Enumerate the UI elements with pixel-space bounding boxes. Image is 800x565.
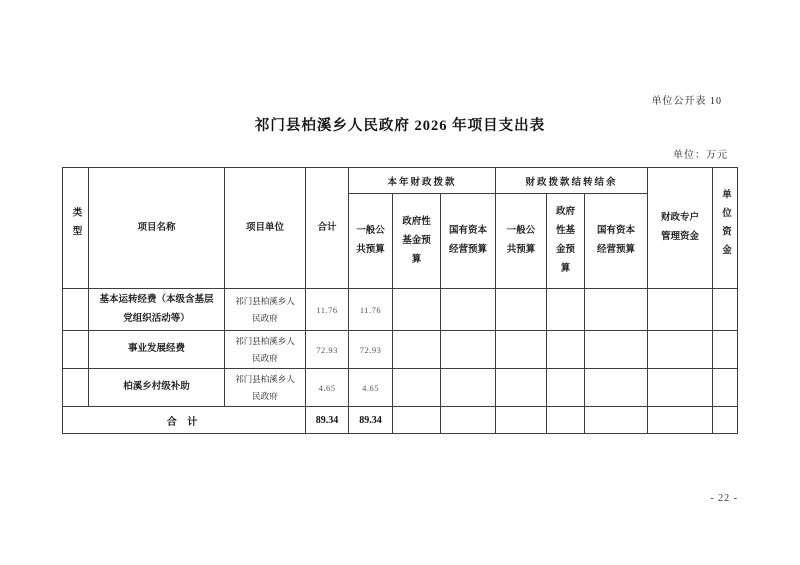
cell-carry-gov-fund (547, 289, 585, 331)
header-type-label: 类型 (70, 207, 81, 244)
cell-total: 72.93 (306, 331, 349, 369)
cell-unit-funds (713, 289, 738, 331)
cell-type (63, 331, 89, 369)
cell-carry-state-capital (585, 331, 648, 369)
total-cell-fiscal-special-account (648, 407, 713, 434)
total-row (63, 407, 738, 434)
table-row (63, 369, 738, 407)
total-cell-current-gov-fund (393, 407, 441, 434)
header-total: 合计 (306, 168, 349, 289)
total-cell-current-general: 89.34 (349, 407, 393, 434)
cell-project-unit: 祁门县柏溪乡人民政府 (225, 331, 306, 369)
cell-project-name: 柏溪乡村级补助 (89, 369, 225, 407)
page-title: 祁门县柏溪乡人民政府 2026 年项目支出表 (254, 118, 546, 134)
header-carryover-general-budget: 一般公共预算 (496, 194, 547, 289)
table-row (63, 331, 738, 369)
cell-fiscal-special-account (648, 331, 713, 369)
cell-total: 11.76 (306, 289, 349, 331)
header-current-gov-fund-budget: 政府性基金预算 (393, 194, 441, 289)
cell-carry-general (496, 331, 547, 369)
total-cell-current-state-capital (441, 407, 496, 434)
total-cell-carry-general (496, 407, 547, 434)
header-unit-funds-label: 单位资金 (720, 188, 731, 263)
cell-carry-general (496, 289, 547, 331)
cell-type (63, 369, 89, 407)
cell-unit-funds (713, 369, 738, 407)
unit-of-measure-note: 单位：万元 (673, 150, 728, 161)
header-fiscal-special-account: 财政专户管理资金 (648, 168, 713, 289)
total-cell-total: 89.34 (306, 407, 349, 434)
cell-project-name: 基本运转经费（本级含基层党组织活动等） (89, 289, 225, 331)
cell-project-name: 事业发展经费 (89, 331, 225, 369)
total-cell-carry-gov-fund (547, 407, 585, 434)
cell-carry-gov-fund (547, 369, 585, 407)
page-number: - 22 - (710, 493, 738, 504)
cell-total: 4.65 (306, 369, 349, 407)
cell-current-gov-fund (393, 369, 441, 407)
cell-current-state-capital (441, 331, 496, 369)
header-group-carryover: 财政拨款结转结余 (496, 168, 648, 194)
header-carryover-gov-fund-budget: 政府性基金预算 (547, 194, 585, 289)
doc-public-table-label: 单位公开表 10 (651, 96, 722, 107)
cell-type (63, 289, 89, 331)
header-project-name: 项目名称 (89, 168, 225, 289)
cell-carry-general (496, 369, 547, 407)
project-expenditure-table (62, 167, 738, 434)
header-carryover-state-capital-budget: 国有资本经营预算 (585, 194, 648, 289)
cell-current-gov-fund (393, 331, 441, 369)
header-current-general-budget: 一般公共预算 (349, 194, 393, 289)
total-cell-carry-state-capital (585, 407, 648, 434)
cell-current-general: 11.76 (349, 289, 393, 331)
cell-carry-gov-fund (547, 331, 585, 369)
cell-current-general: 72.93 (349, 331, 393, 369)
header-group-current-year: 本年财政拨款 (349, 168, 496, 194)
header-type (63, 168, 89, 289)
table-row (63, 289, 738, 331)
cell-current-state-capital (441, 369, 496, 407)
cell-fiscal-special-account (648, 369, 713, 407)
cell-current-general: 4.65 (349, 369, 393, 407)
cell-unit-funds (713, 331, 738, 369)
cell-carry-state-capital (585, 289, 648, 331)
total-row-label: 合 计 (63, 407, 306, 434)
header-project-unit: 项目单位 (225, 168, 306, 289)
cell-carry-state-capital (585, 369, 648, 407)
header-current-state-capital-budget: 国有资本经营预算 (441, 194, 496, 289)
cell-project-unit: 祁门县柏溪乡人民政府 (225, 369, 306, 407)
cell-fiscal-special-account (648, 289, 713, 331)
header-unit-funds (713, 168, 738, 289)
total-cell-unit-funds (713, 407, 738, 434)
header-group-row (63, 168, 738, 194)
cell-project-unit: 祁门县柏溪乡人民政府 (225, 289, 306, 331)
cell-current-state-capital (441, 289, 496, 331)
cell-current-gov-fund (393, 289, 441, 331)
